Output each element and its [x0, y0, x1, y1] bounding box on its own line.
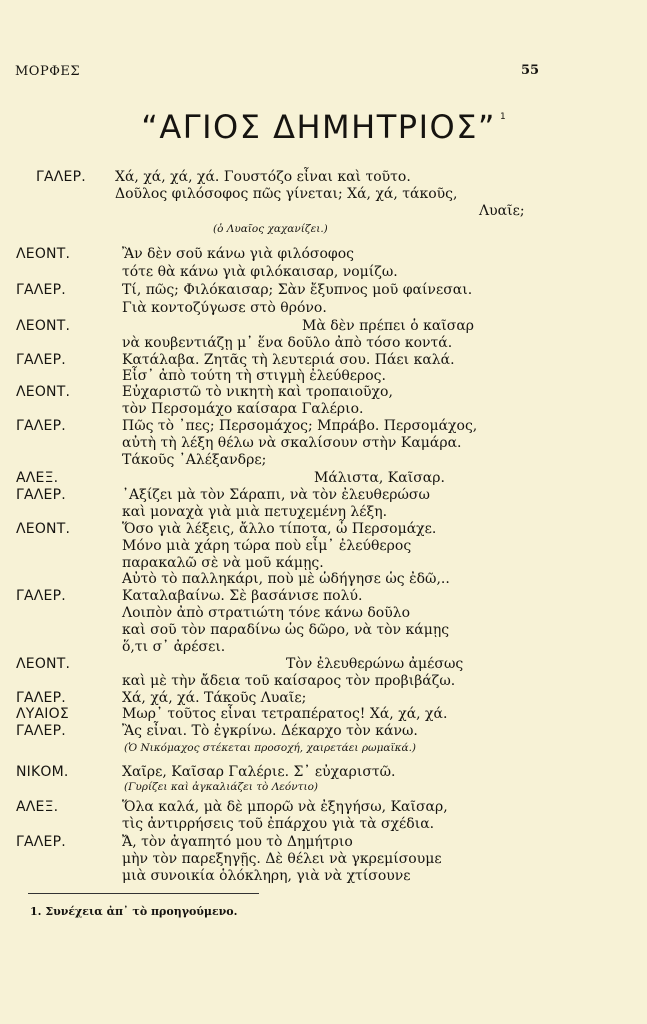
dialogue-line: Χά, χά, χά. Τάκοῦς Λυαῖε;	[122, 690, 307, 706]
dialogue-line: Αὐτὸ τὸ παλληκάρι, ποὺ μὲ ὡδήγησε ὡς ἐδῶ,..	[122, 571, 450, 587]
dialogue-line: Μωρ᾿ τοῦτος εἶναι τετραπέρατος! Χά, χά, χά.	[122, 706, 448, 722]
dialogue-line: Ὅλα καλά, μὰ δὲ μπορῶ νὰ ἐξηγήσω, Καῖσαρ,	[122, 799, 448, 815]
dialogue-line: νὰ κουβεντιάζῃ μ᾿ ἕνα δοῦλο ἀπὸ τόσο κοντά.	[122, 335, 453, 351]
speaker-name: ΑΛΕΞ.	[16, 799, 59, 815]
stage-direction: (Γυρίζει καὶ ἀγκαλιάζει τὸ Λεόντιο)	[124, 781, 318, 793]
dialogue-line: τὸν Περσομάχο καίσαρα Γαλέριο.	[122, 401, 364, 417]
dialogue-line: Καταλαβαίνω. Σὲ βασάνισε πολύ.	[122, 588, 363, 604]
dialogue-line: Λυαῖε;	[479, 203, 525, 219]
running-title: ΜΟΡΦΕΣ	[15, 64, 81, 79]
dialogue-line: Τάκοῦς ᾿Αλέξανδρε;	[122, 452, 267, 468]
dialogue-line: Χά, χά, χά, χά. Γουστόζο εἶναι καὶ τοῦτο.	[115, 169, 411, 185]
speaker-name: ΓΑΛΕΡ.	[16, 723, 66, 739]
speaker-name: ΓΑΛΕΡ.	[16, 588, 66, 604]
speaker-name: ΛΕΟΝΤ.	[16, 318, 71, 334]
dialogue-line: ὅ,τι σ᾿ ἀρέσει.	[122, 639, 226, 655]
dialogue-line: Μὰ δὲν πρέπει ὁ καῖσαρ	[302, 318, 475, 334]
speaker-name: ΓΑΛΕΡ.	[16, 418, 66, 434]
speaker-name: ΓΑΛΕΡ.	[16, 352, 66, 368]
dialogue-line: τὶς ἀντιρρήσεις τοῦ ἐπάρχου γιὰ τὰ σχέδια.	[122, 816, 435, 832]
dialogue-line: Ὅσο γιὰ λέξεις, ἄλλο τίποτα, ὦ Περσομάχε.	[122, 521, 437, 537]
dialogue-line: Μάλιστα, Καῖσαρ.	[314, 470, 445, 486]
dialogue-line: Ἂς εἶναι. Τὸ ἐγκρίνω. Δέκαρχο τὸν κάνω.	[122, 723, 418, 739]
speaker-name: ΑΛΕΞ.	[16, 470, 59, 486]
dialogue-line: Τὸν ἐλευθερώνω ἀμέσως	[286, 656, 464, 672]
dialogue-line: ᾿Αξίζει μὰ τὸν Σάραπι, νὰ τὸν ἐλευθερώσω	[122, 487, 430, 503]
speaker-name: ΓΑΛΕΡ.	[16, 690, 66, 706]
speaker-name: ΓΑΛΕΡ.	[16, 834, 66, 850]
footnote-mark: 1	[499, 112, 506, 122]
speaker-name: ΓΑΛΕΡ.	[36, 169, 86, 185]
dialogue-line: Κατάλαβα. Ζητᾶς τὴ λευτεριά σου. Πάει καλά.	[122, 352, 455, 368]
dialogue-line: Γιὰ κοντοζύγωσε στὸ θρόνο.	[122, 300, 327, 316]
speaker-name: ΓΑΛΕΡ.	[16, 282, 66, 298]
speaker-name: ΛΕΟΝΤ.	[16, 246, 71, 262]
dialogue-line: Λοιπὸν ἀπὸ στρατιώτη τόνε κάνω δοῦλο	[122, 605, 411, 621]
dialogue-line: παρακαλῶ σὲ νὰ μοῦ κάμῃς.	[122, 555, 324, 571]
page-number: 55	[521, 63, 540, 78]
stage-direction: (ὁ Λυαῖος χαχανίζει.)	[213, 223, 328, 235]
speaker-name: ΓΑΛΕΡ.	[16, 487, 66, 503]
dialogue-line: μὴν τὸν παρεξηγῇς. Δὲ θέλει νὰ γκρεμίσουμε	[122, 851, 442, 867]
dialogue-line: Πῶς τὸ ᾿πες; Περσομάχος; Μπράβο. Περσομάχος,	[122, 418, 478, 434]
speaker-name: ΛΕΟΝΤ.	[16, 656, 71, 672]
dialogue-line: Τί, πῶς; Φιλόκαισαρ; Σὰν ἔξυπνος μοῦ φαίνεσαι.	[122, 282, 473, 298]
play-title-text: “ΑΓΙΟΣ ΔΗΜΗΤΡΙΟΣ”	[141, 108, 496, 146]
speaker-name: ΛΥΑΙΟΣ	[16, 706, 69, 722]
dialogue-line: καὶ σοῦ τὸν παραδίνω ὡς δῶρο, νὰ τὸν κάμῃς	[122, 622, 450, 638]
speaker-name: ΝΙΚΟΜ.	[16, 764, 69, 780]
speaker-name: ΛΕΟΝΤ.	[16, 384, 71, 400]
dialogue-line: Χαῖρε, Καῖσαρ Γαλέριε. Σ᾿ εὐχαριστῶ.	[122, 764, 396, 780]
dialogue-line: Εὐχαριστῶ τὸ νικητὴ καὶ τροπαιοῦχο,	[122, 384, 393, 400]
dialogue-line: καὶ μὲ τὴν ἄδεια τοῦ καίσαρος τὸν προβιβάζω.	[122, 673, 456, 689]
play-title	[0, 108, 647, 146]
dialogue-line: μιὰ συνοικία ὁλόκληρη, γιὰ νὰ χτίσουνε	[122, 868, 411, 884]
dialogue-line: τότε θὰ κάνω γιὰ φιλόκαισαρ, νομίζω.	[122, 264, 398, 280]
dialogue-line: Εἶσ᾿ ἀπὸ τούτη τὴ στιγμὴ ἐλεύθερος.	[122, 368, 386, 384]
speaker-name: ΛΕΟΝΤ.	[16, 521, 71, 537]
dialogue-line: αὐτὴ τὴ λέξη θέλω νὰ σκαλίσουν στὴν Καμάρα.	[122, 435, 462, 451]
dialogue-line: Ἂν δὲν σοῦ κάνω γιὰ φιλόσοφος	[122, 246, 354, 262]
dialogue-line: καὶ μοναχὰ γιὰ μιὰ πετυχεμένη λέξη.	[122, 504, 388, 520]
dialogue-line: Ἄ, τὸν ἀγαπητό μου τὸ Δημήτριο	[122, 834, 353, 850]
dialogue-line: Μόνο μιὰ χάρη τώρα ποὺ εἶμ᾿ ἐλεύθερος	[122, 538, 412, 554]
dialogue-line: Δοῦλος φιλόσοφος πῶς γίνεται; Χά, χά, τάκοῦς,	[115, 186, 458, 202]
footnote: 1. Συνέχεια ἀπ᾿ τὸ προηγούμενο.	[30, 905, 238, 918]
footnote-divider	[28, 893, 259, 894]
stage-direction: (Ὁ Νικόμαχος στέκεται προσοχή, χαιρετάει ρωμαϊκά.)	[124, 742, 417, 754]
